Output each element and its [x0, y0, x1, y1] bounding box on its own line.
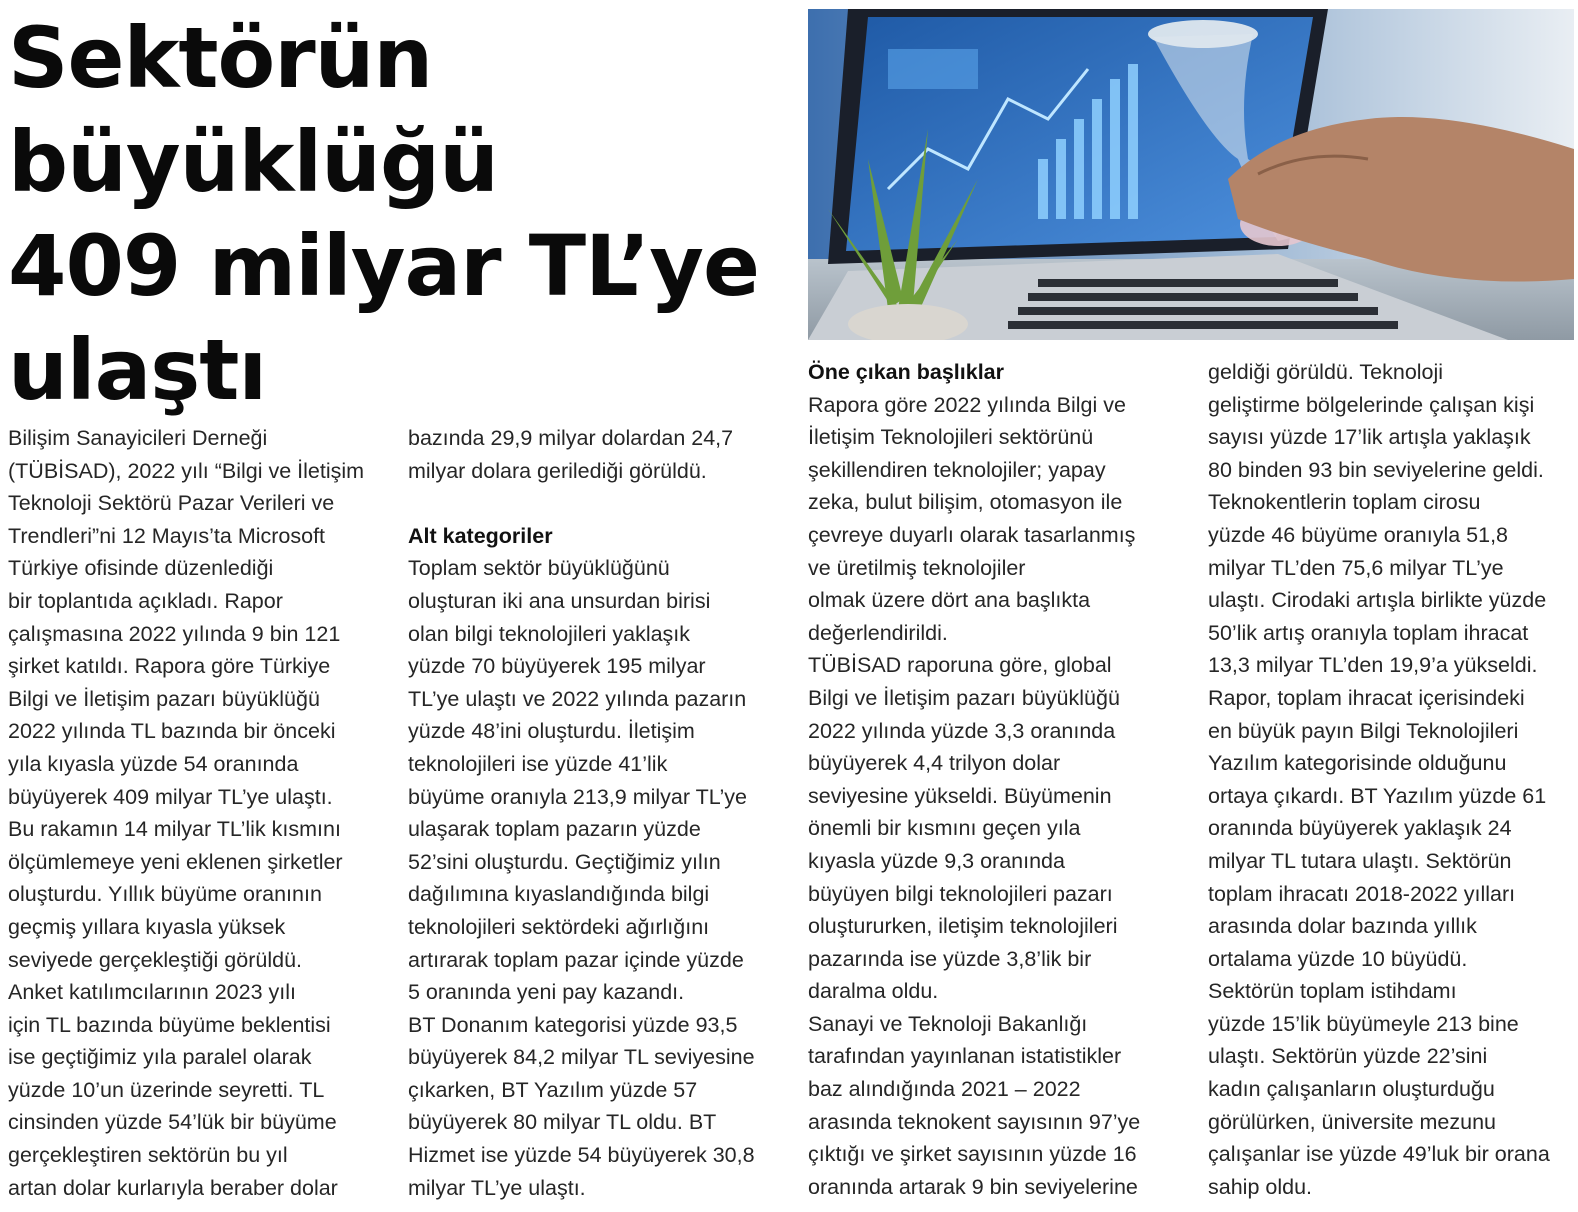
body-line: Bilgi ve İletişim pazarı büyüklüğü	[808, 685, 1120, 710]
body-line: yüzde 10’un üzerinde seyretti. TL	[8, 1077, 325, 1102]
body-line: Anket katılımcılarının 2023 yılı	[8, 980, 296, 1005]
body-line: seviyede gerçekleştiği görüldü.	[8, 947, 302, 972]
body-line: oluşturdu. Yıllık büyüme oranının	[8, 882, 322, 907]
headline	[8, 6, 768, 422]
body-line: sahip oldu.	[1208, 1174, 1312, 1199]
body-line: yüzde 46 büyüme oranıyla 51,8	[1208, 522, 1509, 547]
body-line: olmak üzere dört ana başlıkta	[808, 588, 1091, 613]
body-line: geldiği görüldü. Teknoloji	[1208, 360, 1444, 384]
body-line: kadın çalışanların oluşturduğu	[1208, 1077, 1495, 1102]
column-2	[408, 422, 755, 1204]
body-line: yüzde 15’lik büyümeyle 213 bine	[1208, 1011, 1519, 1036]
body-line: en büyük payın Bilgi Teknolojileri	[1208, 718, 1519, 743]
body-line: teknolojileri ise yüzde 41’lik	[408, 751, 668, 776]
body-line: değerlendirildi.	[808, 620, 948, 645]
body-line: pazarında ise yüzde 3,8’lik bir	[808, 946, 1092, 971]
headline-line: 409 milyar TL’ye	[8, 217, 759, 315]
body-line: Yazılım kategorisinde olduğunu	[1208, 751, 1507, 776]
body-line: ölçümlemeye yeni eklenen şirketler	[8, 849, 343, 874]
body-line: oranında büyüyerek yaklaşık 24	[1208, 816, 1512, 841]
column-3	[808, 356, 1140, 1203]
body-line: çalışmasına 2022 yılında 9 bin 121	[8, 621, 341, 646]
body-line: Bu rakamın 14 milyar TL’lik kısmını	[8, 817, 341, 842]
body-line: daralma oldu.	[808, 979, 939, 1004]
body-line: Teknokentlerin toplam cirosu	[1208, 490, 1481, 515]
body-line: ise geçtiğimiz yıla paralel olarak	[8, 1045, 312, 1070]
body-line: büyüme oranıyla 213,9 milyar TL’ye	[408, 784, 748, 809]
body-line: 5 oranında yeni pay kazandı.	[408, 980, 685, 1005]
body-line: yüzde 70 büyüyerek 195 milyar	[408, 654, 706, 679]
body-line: oluşturan iki ana unsurdan birisi	[408, 588, 711, 613]
body-line: (TÜBİSAD), 2022 yılı “Bilgi ve İletişim	[8, 458, 365, 483]
body-line: milyar TL’den 75,6 milyar TL’ye	[1208, 555, 1504, 580]
body-line: 13,3 milyar TL’den 19,9’a yükseldi.	[1208, 653, 1538, 678]
body-line: sayısı yüzde 17’lik artışla yaklaşık	[1208, 425, 1531, 450]
body-line: 52’sini oluşturdu. Geçtiğimiz yılın	[408, 849, 721, 874]
body-line: 2022 yılında yüzde 3,3 oranında	[808, 718, 1116, 743]
body-line: bazında 29,9 milyar dolardan 24,7	[408, 426, 734, 450]
body-line: şirket katıldı. Rapora göre Türkiye	[8, 654, 331, 679]
body-line: büyüyen bilgi teknolojileri pazarı	[808, 881, 1113, 906]
body-line: çıkarken, BT Yazılım yüzde 57	[408, 1077, 698, 1102]
body-line: oranında artarak 9 bin seviyelerine	[808, 1174, 1138, 1199]
body-line: Sanayi ve Teknoloji Bakanlığı	[808, 1011, 1088, 1036]
body-line: büyüyerek 84,2 milyar TL seviyesine	[408, 1045, 755, 1070]
body-line: Bilgi ve İletişim pazarı büyüklüğü	[8, 686, 320, 711]
body-line: Rapor, toplam ihracat içerisindeki	[1208, 685, 1525, 710]
column-4	[1208, 356, 1550, 1203]
body-line: bir toplantıda açıkladı. Rapor	[8, 588, 283, 613]
body-line: milyar TL tutara ulaştı. Sektörün	[1208, 848, 1512, 873]
body-line: geçmiş yıllara kıyasla yüksek	[8, 914, 286, 939]
body-line: 2022 yılında TL bazında bir önceki	[8, 719, 336, 744]
body-line: Bilişim Sanayicileri Derneği	[8, 426, 268, 450]
body-line: önemli bir kısmını geçen yıla	[808, 816, 1081, 841]
body-line: artırarak toplam pazar içinde yüzde	[408, 947, 744, 972]
body-line: olan bilgi teknolojileri yaklaşık	[408, 621, 691, 646]
body-line: ortalama yüzde 10 büyüdü.	[1208, 946, 1468, 971]
body-line: çevreye duyarlı olarak tasarlanmış	[808, 522, 1136, 547]
body-line: teknolojileri sektördeki ağırlığını	[408, 914, 710, 939]
column-1	[8, 422, 364, 1204]
body-line: ortaya çıkardı. BT Yazılım yüzde 61	[1208, 783, 1547, 808]
body-line: TÜBİSAD raporuna göre, global	[808, 653, 1112, 678]
body-line: dağılımına kıyaslandığında bilgi	[408, 882, 710, 907]
body-line: Rapora göre 2022 yılında Bilgi ve	[808, 392, 1126, 417]
body-line: seviyesine yükseldi. Büyümenin	[808, 783, 1112, 808]
body-line: oluştururken, iletişim teknolojileri	[808, 914, 1118, 939]
body-line: baz alındığında 2021 – 2022	[808, 1077, 1081, 1102]
body-line: ulaşarak toplam pazarın yüzde	[408, 817, 701, 842]
body-line: gerçekleştiren sektörün bu yıl	[8, 1143, 288, 1168]
body-line: BT Donanım kategorisi yüzde 93,5	[408, 1012, 738, 1037]
body-line: geliştirme bölgelerinde çalışan kişi	[1208, 392, 1535, 417]
body-line: tarafından yayınlanan istatistikler	[808, 1044, 1122, 1069]
body-line: için TL bazında büyüme beklentisi	[8, 1012, 331, 1037]
subheading-alt-kategoriler: Alt kategoriler	[408, 523, 553, 548]
body-line: yüzde 48’ini oluşturdu. İletişim	[408, 719, 695, 744]
body-line: Hizmet ise yüzde 54 büyüyerek 30,8	[408, 1143, 755, 1168]
body-line: Türkiye ofisinde düzenlediği	[8, 556, 274, 581]
body-line: büyüyerek 409 milyar TL’ye ulaştı.	[8, 784, 333, 809]
body-line: toplam ihracatı 2018-2022 yılları	[1208, 881, 1516, 906]
body-line: İletişim Teknolojileri sektörünü	[808, 425, 1094, 450]
body-line: arasında dolar bazında yıllık	[1208, 914, 1477, 939]
body-line: 80 binden 93 bin seviyelerine geldi.	[1208, 457, 1544, 482]
body-line: ve üretilmiş teknolojiler	[808, 555, 1026, 580]
body-line: görülürken, üniversite mezunu	[1208, 1109, 1497, 1134]
body-line: çıktığı ve şirket sayısının yüzde 16	[808, 1142, 1137, 1167]
headline-line: Sektörün	[8, 9, 433, 107]
body-line: ulaştı. Sektörün yüzde 22’sini	[1208, 1044, 1488, 1069]
body-line: şekillendiren teknolojiler; yapay	[808, 457, 1106, 482]
headline-line: ulaştı	[8, 321, 267, 419]
body-line: büyüyerek 80 milyar TL oldu. BT	[408, 1110, 717, 1135]
body-line: cinsinden yüzde 54’lük bir büyüme	[8, 1110, 337, 1135]
body-line: zeka, bulut bilişim, otomasyon ile	[808, 490, 1123, 515]
subheading-one-cikan-basliklar: Öne çıkan başlıklar	[808, 360, 1004, 384]
body-line: milyar dolara gerilediği görüldü.	[408, 458, 707, 483]
body-line: milyar TL’ye ulaştı.	[408, 1175, 586, 1200]
body-line: çalışanlar ise yüzde 49’luk bir orana	[1208, 1142, 1550, 1167]
headline-line: büyüklüğü	[8, 113, 498, 211]
body-line: 50’lik artış oranıyla toplam ihracat	[1208, 620, 1529, 645]
body-line: ulaştı. Cirodaki artışla birlikte yüzde	[1208, 588, 1547, 613]
body-line: Toplam sektör büyüklüğünü	[408, 556, 670, 581]
body-line: Teknoloji Sektörü Pazar Verileri ve	[8, 491, 335, 516]
body-line: Trendleri”ni 12 Mayıs’ta Microsoft	[8, 523, 326, 548]
article-photo	[808, 9, 1574, 340]
body-line: artan dolar kurlarıyla beraber dolar	[8, 1175, 338, 1200]
body-line: TL’ye ulaştı ve 2022 yılında pazarın	[408, 686, 747, 711]
body-line: büyüyerek 4,4 trilyon dolar	[808, 751, 1061, 776]
laptop-hourglass-image	[808, 9, 1574, 340]
body-line: yıla kıyasla yüzde 54 oranında	[8, 751, 299, 776]
body-line: arasında teknokent sayısının 97’ye	[808, 1109, 1141, 1134]
body-line: Sektörün toplam istihdamı	[1208, 979, 1457, 1004]
body-line: kıyasla yüzde 9,3 oranında	[808, 848, 1065, 873]
paragraph-gap	[408, 487, 755, 520]
